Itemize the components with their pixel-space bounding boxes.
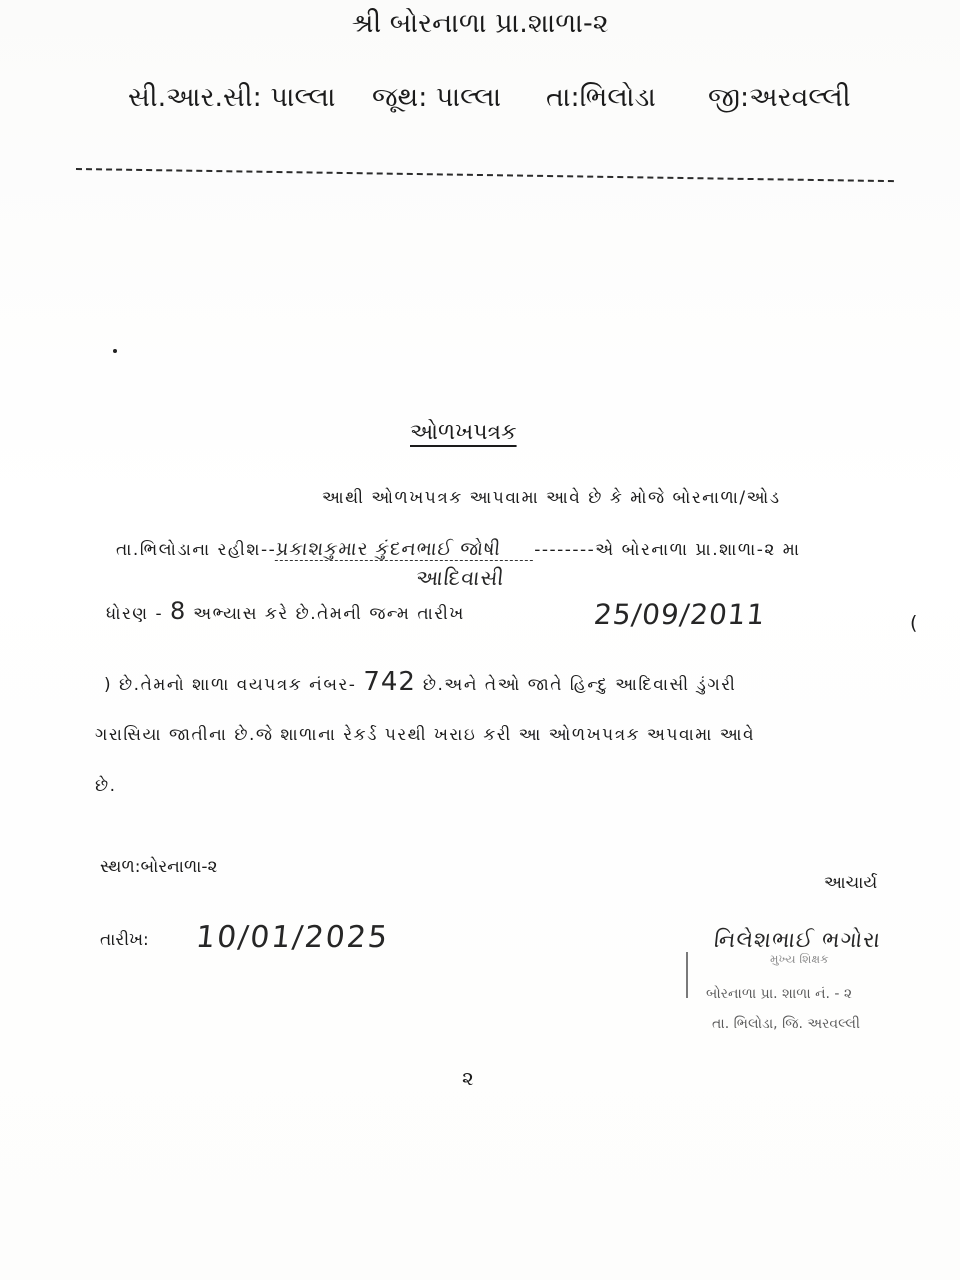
body-line-4: [104, 667, 736, 697]
body-line-5: ગરાસિયા જાતીના છે.જે શાળાના રેકર્ડ પરથી ખરાઇ કરી આ ઓળખપત્રક અપવામા આવે: [95, 725, 756, 745]
register-suffix: છે.અને તેઓ જાતે હિન્દુ આદિવાસી ડુંગરી: [422, 675, 737, 695]
dob-value: 25/09/2011: [592, 598, 768, 631]
stamp-line-1: બોરનાળા પ્રા. શાળા નં. - ૨: [706, 986, 853, 1002]
std-value: 8: [170, 597, 187, 625]
body-line-2: [116, 538, 800, 561]
date-value: 10/01/2025: [194, 920, 391, 955]
body-line-6: છે.: [95, 776, 117, 796]
open-paren: (: [910, 612, 919, 634]
stamp-border: [686, 952, 692, 998]
ink-speck: [113, 349, 117, 353]
certificate-heading: ઓળખપત્રક: [410, 420, 517, 445]
juth-label: જૂથ: પાલ્લા: [372, 82, 502, 113]
dob-prefix: અભ્યાસ કરે છે.તેમની જન્મ તારીખ: [193, 604, 465, 624]
body-line-1: આથી ઓળખપત્રક આપવામા આવે છે કે મોજે બોરનાળા/ઓડ: [322, 488, 781, 508]
body-line-3: [106, 597, 465, 625]
principal-label: આચાર્ય: [824, 873, 878, 893]
school-title: શ્રી બોરનાળા પ્રા.શાળા-૨: [351, 8, 609, 39]
place-label: સ્થળ:બોરનાળા-૨: [100, 857, 218, 877]
resident-suffix: --------એ બોરનાળા પ્રા.શાળા-૨ મા: [534, 540, 801, 560]
stamp-line-0: મુખ્ય શિક્ષક: [770, 952, 829, 966]
date-label: તારીખ:: [100, 930, 149, 950]
std-prefix: ધોરણ -: [106, 604, 164, 624]
student-name: પ્રકાશકુમાર કુંદનભાઈ જોષી: [275, 538, 535, 561]
student-surname: આદિવાસી: [414, 566, 506, 590]
page-number: ૨: [462, 1066, 474, 1090]
register-number: 742: [363, 667, 416, 697]
principal-signature: નિલેશભાઈ ભગોરા: [712, 928, 883, 953]
header-divider: [76, 168, 894, 182]
taluka-label: તા:ભિલોડા: [546, 82, 656, 113]
crc-label: સી.આર.સી: પાલ્લા: [128, 82, 336, 113]
resident-prefix: તા.ભિલોડાના રહીશ--: [116, 540, 277, 560]
register-prefix: ) છે.તેમનો શાળા વયપત્રક નંબર-: [104, 675, 357, 695]
district-label: જી:અરવલ્લી: [708, 82, 851, 113]
stamp-line-2: તા. ભિલોડા, જિ. અરવલ્લી: [712, 1016, 860, 1032]
